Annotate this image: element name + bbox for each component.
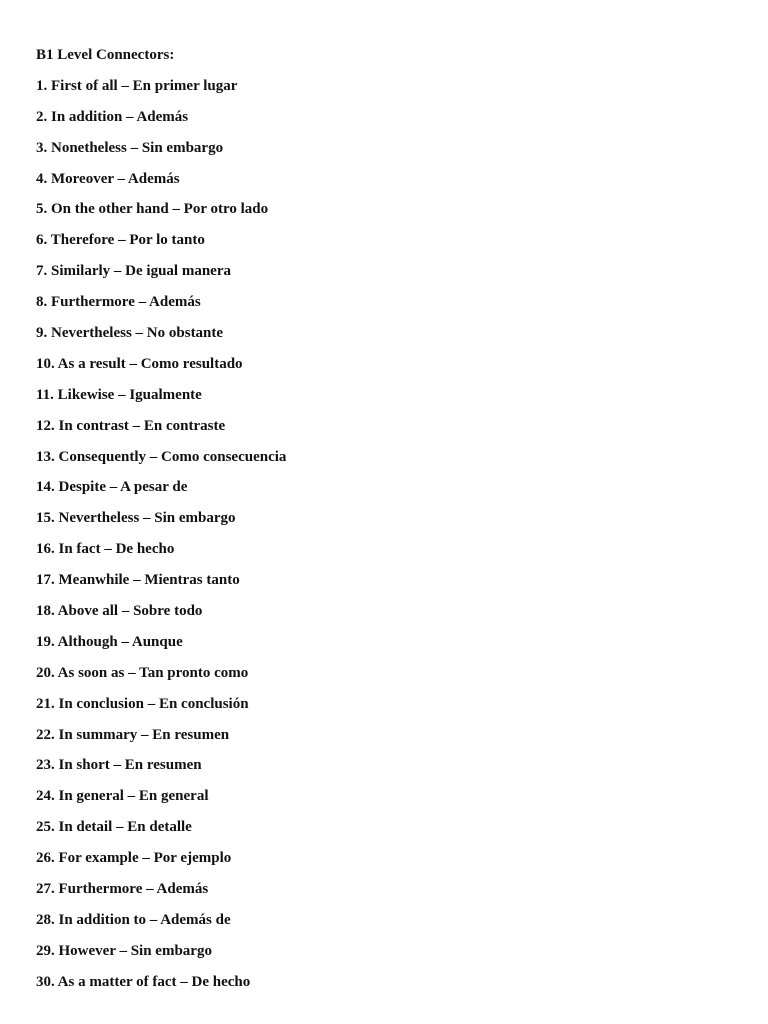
list-item: 23. In short – En resumen bbox=[36, 757, 202, 774]
list-item: 21. In conclusion – En conclusión bbox=[36, 695, 249, 712]
list-item: 7. Similarly – De igual manera bbox=[36, 263, 231, 280]
list-item: 1. First of all – En primer lugar bbox=[36, 77, 238, 94]
list-item: 24. In general – En general bbox=[36, 788, 209, 805]
connector-list bbox=[36, 75, 736, 1002]
list-item: 25. In detail – En detalle bbox=[36, 819, 192, 836]
list-item: 19. Although – Aunque bbox=[36, 633, 183, 650]
list-item: 11. Likewise – Igualmente bbox=[36, 386, 202, 403]
list-item: 6. Therefore – Por lo tanto bbox=[36, 232, 205, 249]
list-item: 28. In addition to – Además de bbox=[36, 911, 231, 928]
list-item: 29. However – Sin embargo bbox=[36, 942, 212, 959]
document-page bbox=[36, 44, 736, 1002]
list-item: 15. Nevertheless – Sin embargo bbox=[36, 510, 236, 527]
list-item: 30. As a matter of fact – De hecho bbox=[36, 973, 251, 990]
list-item: 20. As soon as – Tan pronto como bbox=[36, 664, 249, 681]
list-item: 27. Furthermore – Además bbox=[36, 881, 209, 898]
list-item: 5. On the other hand – Por otro lado bbox=[36, 201, 269, 218]
list-item: 13. Consequently – Como consecuencia bbox=[36, 448, 287, 465]
list-item: 4. Moreover – Además bbox=[36, 170, 180, 187]
list-item: 18. Above all – Sobre todo bbox=[36, 603, 203, 620]
list-item: 8. Furthermore – Además bbox=[36, 294, 201, 311]
document-title: B1 Level Connectors: bbox=[36, 47, 175, 63]
list-item: 16. In fact – De hecho bbox=[36, 541, 175, 558]
list-item: 3. Nonetheless – Sin embargo bbox=[36, 139, 224, 156]
list-item: 2. In addition – Además bbox=[36, 108, 189, 125]
list-item: 9. Nevertheless – No obstante bbox=[36, 325, 224, 342]
list-item: 14. Despite – A pesar de bbox=[36, 479, 188, 496]
list-item: 26. For example – Por ejemplo bbox=[36, 850, 232, 867]
list-item: 22. In summary – En resumen bbox=[36, 726, 230, 743]
list-item: 10. As a result – Como resultado bbox=[36, 355, 243, 372]
list-item: 17. Meanwhile – Mientras tanto bbox=[36, 572, 240, 589]
list-item: 12. In contrast – En contraste bbox=[36, 417, 226, 434]
